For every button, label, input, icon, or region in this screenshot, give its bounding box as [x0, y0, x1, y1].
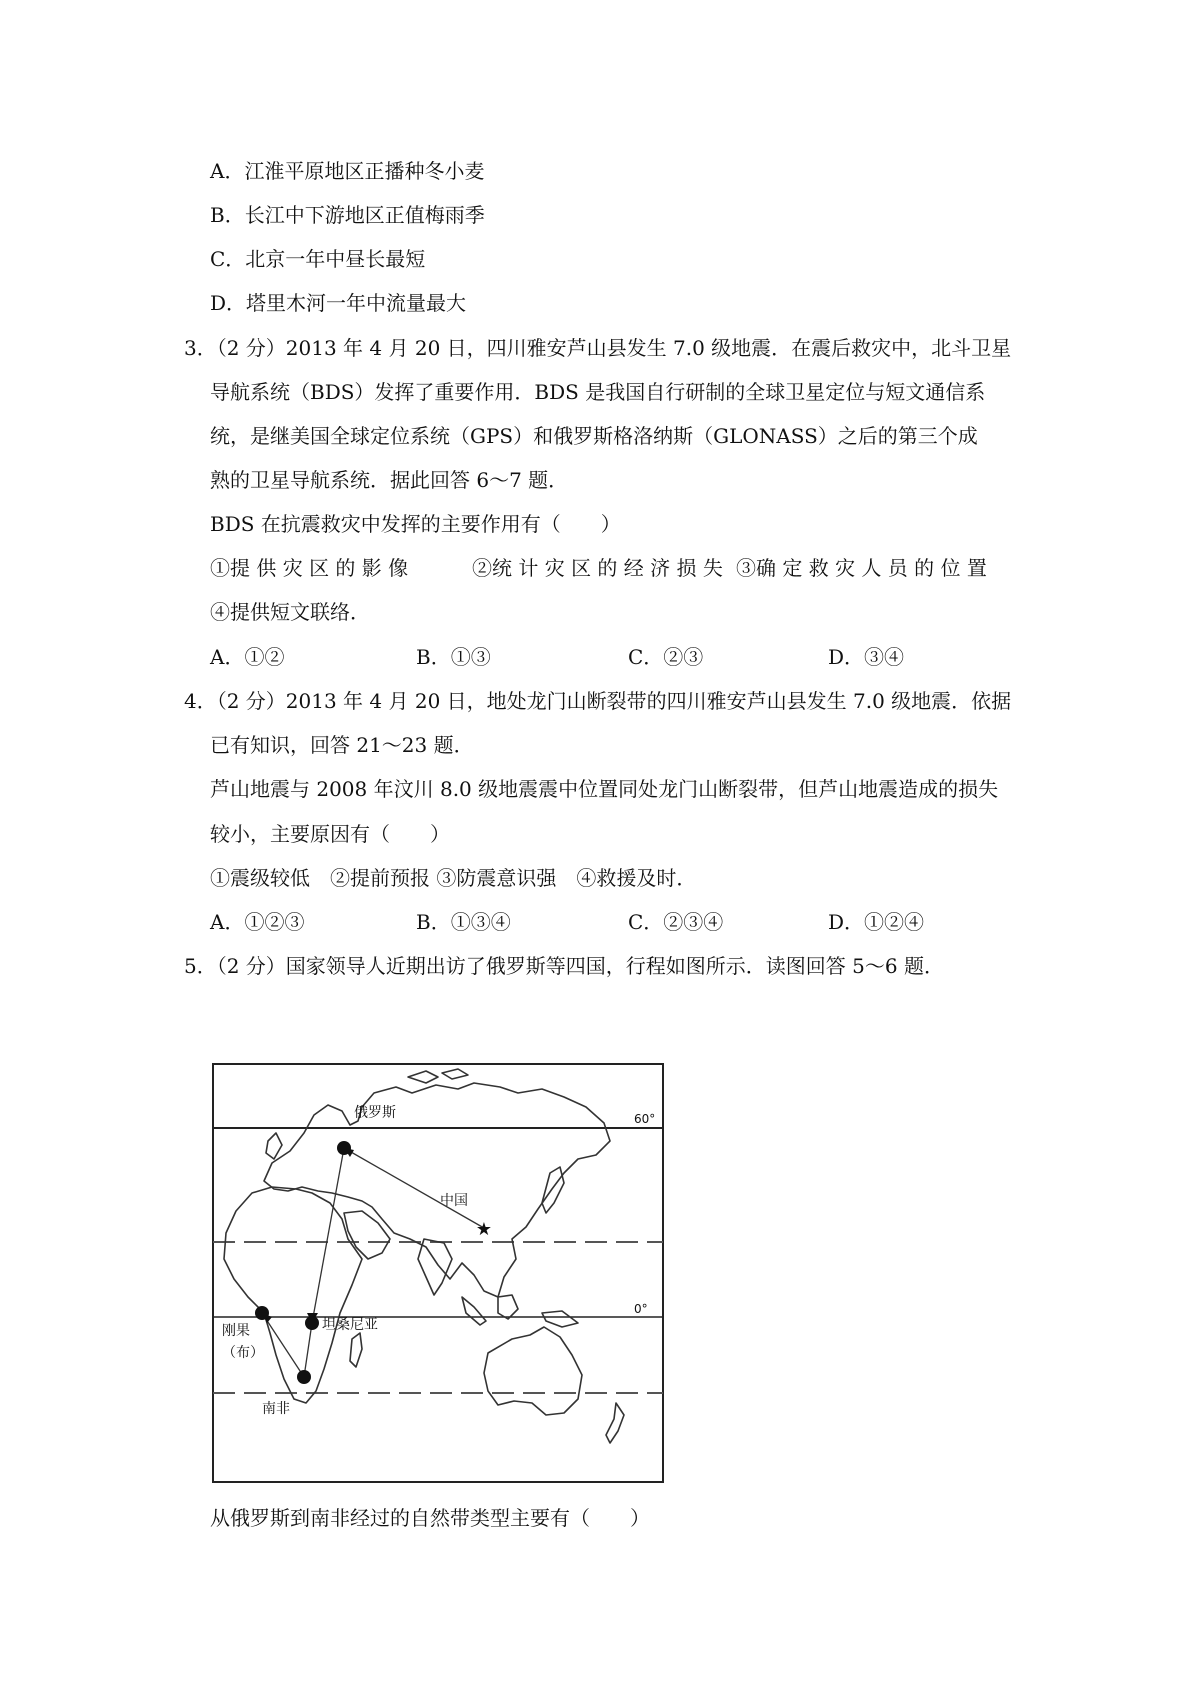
- q4-line-2: 已有知识，回答 21～23 题．: [210, 733, 474, 757]
- label-south-africa: 南非: [262, 1401, 290, 1417]
- q5-question: 从俄罗斯到南非经过的自然带类型主要有（ ）: [210, 1506, 650, 1530]
- q4-option-a: A．①②③: [210, 910, 305, 934]
- q2-option-c: C．北京一年中昼长最短: [210, 247, 426, 271]
- route-map-svg: [212, 1063, 664, 1483]
- q3-option-d: D．③④: [828, 645, 905, 669]
- label-tanzania: 坦桑尼亚: [322, 1317, 378, 1333]
- q4-option-d: D．①②④: [828, 910, 925, 934]
- q3-line-2: 导航系统（BDS）发挥了重要作用．BDS 是我国自行研制的全球卫星定位与短文通信系: [210, 380, 986, 404]
- q3-item-2: ②统 计 灾 区 的 经 济 损 失: [472, 556, 723, 580]
- label-lat-60: 60°: [634, 1112, 656, 1126]
- q3-option-b: B．①③: [416, 645, 491, 669]
- tanzania-dot: [305, 1316, 319, 1330]
- q4-stem-2: 较小，主要原因有（ ）: [210, 822, 450, 846]
- q3-item-1: ①提 供 灾 区 的 影 像: [210, 556, 409, 580]
- label-congo-2: （布）: [222, 1345, 264, 1361]
- label-congo-1: 刚果: [222, 1323, 250, 1339]
- label-russia: 俄罗斯: [354, 1105, 396, 1121]
- q4-items: ①震级较低 ②提前预报 ③防震意识强 ④救援及时．: [210, 866, 697, 890]
- q2-option-b: B．长江中下游地区正值梅雨季: [210, 203, 485, 227]
- q4-option-b: B．①③④: [416, 910, 511, 934]
- label-china: 中国: [440, 1193, 468, 1209]
- q5-line: 5．（2 分）国家领导人近期出访了俄罗斯等四国，行程如图所示．读图回答 5～6 题．: [184, 954, 944, 978]
- q3-line-1: 3．（2 分）2013 年 4 月 20 日，四川雅安芦山县发生 7.0 级地震．在震后救灾中，北斗卫星: [184, 336, 1012, 360]
- russia-dot: [337, 1141, 351, 1155]
- route-map: [212, 1063, 664, 1483]
- q2-option-a: A．江淮平原地区正播种冬小麦: [210, 159, 485, 183]
- q4-line-1: 4．（2 分）2013 年 4 月 20 日，地处龙门山断裂带的四川雅安芦山县发生 7.0 级地震．依据: [184, 689, 1012, 713]
- q2-option-d: D．塔里木河一年中流量最大: [210, 291, 467, 315]
- china-star-icon: ★: [475, 1219, 493, 1240]
- q3-line-4: 熟的卫星导航系统．据此回答 6～7 题．: [210, 468, 569, 492]
- q4-options: [210, 908, 924, 936]
- q3-options: [210, 643, 904, 671]
- q4-option-c: C．②③④: [628, 910, 724, 934]
- q4-stem-1: 芦山地震与 2008 年汶川 8.0 级地震震中位置同处龙门山断裂带，但芦山地震造成的损失: [210, 777, 999, 801]
- q3-item-3: ③确 定 救 灾 人 员 的 位 置: [736, 556, 987, 580]
- q3-stem: BDS 在抗震救灾中发挥的主要作用有（ ）: [210, 512, 621, 536]
- label-lat-0: 0°: [634, 1302, 648, 1316]
- q3-items: [210, 554, 987, 582]
- q3-item-4: ④提供短文联络．: [210, 600, 370, 624]
- q3-option-a: A．①②: [210, 645, 285, 669]
- map-frame: [213, 1064, 663, 1482]
- q3-line-3: 统，是继美国全球定位系统（GPS）和俄罗斯格洛纳斯（GLONASS）之后的第三个成: [210, 424, 978, 448]
- congo-dot: [255, 1306, 269, 1320]
- southafrica-dot: [297, 1370, 311, 1384]
- q3-option-c: C．②③: [628, 645, 704, 669]
